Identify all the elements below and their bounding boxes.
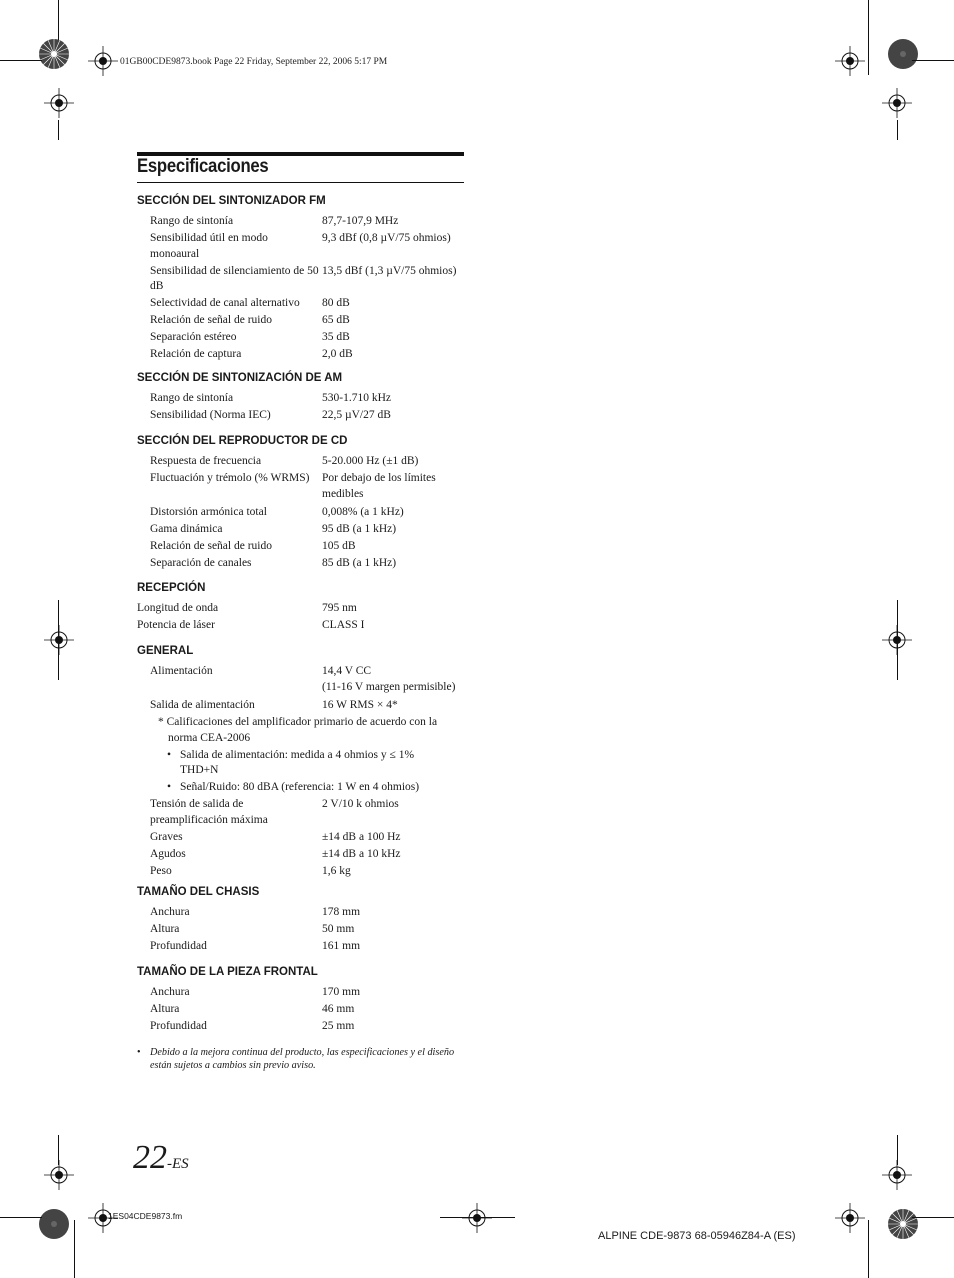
spec-sub-bullet	[167, 780, 450, 796]
crop-line	[868, 0, 869, 75]
spec-label: Profundidad	[150, 1020, 207, 1032]
spec-value: 105 dB	[322, 540, 356, 552]
section-heading: TAMAÑO DE LA PIEZA FRONTAL	[137, 966, 318, 978]
crop-line	[897, 600, 898, 680]
spec-value: 9,3 dBf (0,8 µV/75 ohmios)	[322, 232, 451, 244]
crosshair-mark	[462, 1203, 492, 1233]
spec-disclaimer-note	[137, 1046, 467, 1072]
crosshair-mark	[88, 46, 118, 76]
spec-row	[137, 313, 467, 329]
spec-label: Relación de señal de ruido	[150, 314, 272, 326]
crosshair-mark	[835, 46, 865, 76]
spec-label: Separación de canales	[150, 557, 252, 569]
spec-row	[137, 539, 467, 555]
spec-value: 46 mm	[322, 1003, 355, 1015]
registration-wheel-mark	[887, 1208, 919, 1240]
spec-label: Anchura	[150, 986, 190, 998]
crop-line	[58, 1135, 59, 1165]
spec-value: ±14 dB a 100 Hz	[322, 830, 401, 843]
spec-label: Graves	[150, 830, 183, 843]
crosshair-mark	[835, 1203, 865, 1233]
spec-sub-bullet-text: Salida de alimentación: medida a 4 ohmios y ≤ 1% THD+N	[180, 748, 415, 776]
spec-value-line: (11-16 V margen permisible)	[322, 680, 456, 693]
spec-value: 35 dB	[322, 331, 350, 343]
spec-value: 80 dB	[322, 297, 350, 309]
spec-row	[137, 830, 467, 846]
book-header-line: 01GB00CDE9873.book Page 22 Friday, September 22, 2006 5:17 PM	[120, 57, 388, 67]
spec-value: 5-20.000 Hz (±1 dB)	[322, 455, 419, 467]
section-fm-tuner	[137, 193, 467, 364]
crop-line	[58, 600, 59, 680]
section-am-tuner	[137, 370, 467, 425]
spec-label: Rango de sintonía	[150, 392, 234, 404]
spec-label: Separación estéreo	[150, 331, 237, 343]
spec-value: 0,008% (a 1 kHz)	[322, 506, 404, 518]
spec-value-line: 14,4 V CC	[322, 665, 372, 677]
page-number-suffix: -ES	[167, 1156, 189, 1172]
file-label: 1ES04CDE9873.fm	[108, 1211, 183, 1221]
spec-label: Agudos	[150, 847, 186, 860]
spec-value: 161 mm	[322, 940, 361, 952]
spec-label: Sensibilidad de silenciamiento de 50 dB	[150, 264, 319, 292]
crop-line	[0, 1217, 42, 1218]
spec-label: Sensibilidad útil en modo monoaural	[150, 232, 268, 260]
spec-row	[137, 522, 467, 538]
crop-line	[74, 1220, 75, 1278]
bullet-icon: •	[167, 781, 172, 793]
spec-row	[137, 296, 467, 312]
spec-row	[137, 264, 467, 295]
spec-label: Altura	[150, 923, 180, 935]
crop-line	[58, 0, 59, 40]
crosshair-mark	[882, 88, 912, 118]
spec-label: Longitud de onda	[137, 602, 219, 614]
spec-value: 65 dB	[322, 314, 350, 326]
spec-row	[137, 1019, 467, 1035]
spec-label: Distorsión armónica total	[150, 506, 267, 518]
spec-value: CLASS I	[322, 619, 365, 631]
spec-label: Sensibilidad (Norma IEC)	[150, 409, 271, 421]
spec-row	[137, 664, 467, 697]
spec-value: 170 mm	[322, 986, 361, 998]
spec-row	[137, 797, 467, 828]
disclaimer-text: Debido a la mejora continua del producto, las especificaciones y el diseño están sujetos a cambios sin previo aviso.	[150, 1047, 455, 1071]
spec-row	[137, 347, 467, 363]
page-title: Especificaciones	[137, 156, 269, 177]
spec-value: 2 V/10 k ohmios	[322, 798, 399, 810]
spec-value: 178 mm	[322, 906, 361, 918]
spec-row	[137, 454, 467, 470]
spec-label: Altura	[150, 1003, 180, 1015]
spec-label: Selectividad de canal alternativo	[150, 297, 300, 309]
spec-value: 85 dB (a 1 kHz)	[322, 557, 397, 569]
spec-value: 16 W RMS × 4*	[322, 699, 398, 711]
spec-row	[137, 330, 467, 346]
crop-line	[440, 1217, 515, 1218]
spec-value	[322, 664, 472, 695]
spec-value: 87,7-107,9 MHz	[322, 215, 399, 227]
spec-row	[137, 231, 467, 262]
spec-label: Relación de captura	[150, 348, 242, 360]
spec-label: Fluctuación y trémolo (% WRMS)	[150, 472, 310, 484]
spec-row	[137, 905, 467, 921]
spec-row	[137, 471, 467, 504]
spec-label: Potencia de láser	[137, 619, 215, 631]
spec-label: Relación de señal de ruido	[150, 540, 272, 552]
crop-line	[58, 120, 59, 140]
spec-row	[137, 505, 467, 521]
section-heading: GENERAL	[137, 645, 194, 657]
spec-row	[137, 214, 467, 230]
spec-label: Alimentación	[150, 665, 213, 677]
spec-value: 1,6 kg	[322, 864, 351, 877]
registration-wheel-mark	[38, 1208, 70, 1240]
spec-label: Rango de sintonía	[150, 215, 234, 227]
crop-line	[912, 60, 954, 61]
section-cd-player	[137, 433, 467, 573]
registration-wheel-mark	[887, 38, 919, 70]
page-number-value: 22	[133, 1139, 167, 1176]
spec-row	[137, 698, 467, 714]
registration-wheel-mark	[38, 38, 70, 70]
spec-value: 22,5 µV/27 dB	[322, 409, 391, 421]
spec-row	[137, 408, 467, 424]
spec-note: * Calificaciones del amplificador primario de acuerdo con la norma CEA-2006	[158, 716, 438, 744]
spec-row	[137, 939, 467, 955]
section-heading: SECCIÓN DEL SINTONIZADOR FM	[137, 195, 326, 207]
crosshair-mark	[44, 625, 74, 655]
spec-label: Anchura	[150, 906, 190, 918]
spec-row	[137, 922, 467, 938]
bullet-icon: •	[137, 1047, 141, 1058]
section-heading: RECEPCIÓN	[137, 582, 206, 594]
spec-label: Gama dinámica	[150, 523, 223, 535]
crosshair-mark	[44, 1160, 74, 1190]
section-front-panel-size	[137, 964, 467, 1036]
spec-row	[137, 556, 467, 572]
spec-row	[137, 601, 467, 617]
bullet-icon: •	[167, 748, 172, 761]
section-heading: SECCIÓN DE SINTONIZACIÓN DE AM	[137, 372, 343, 384]
crop-line	[897, 120, 898, 140]
section-chassis-size	[137, 884, 467, 956]
crop-line	[868, 1220, 869, 1278]
spec-label: Peso	[150, 864, 172, 877]
spec-value: 25 mm	[322, 1020, 355, 1032]
spec-row	[137, 391, 467, 407]
spec-row	[137, 847, 467, 863]
spec-value: ±14 dB a 10 kHz	[322, 847, 401, 860]
spec-label: Profundidad	[150, 940, 207, 952]
spec-value: 95 dB (a 1 kHz)	[322, 523, 397, 535]
spec-value: 13,5 dBf (1,3 µV/75 ohmios)	[322, 264, 457, 277]
spec-sub-bullet	[167, 748, 450, 779]
crop-line	[0, 60, 42, 61]
spec-value: 795 nm	[322, 602, 357, 614]
title-rule-bottom	[137, 182, 464, 183]
crosshair-mark	[44, 88, 74, 118]
spec-row	[137, 864, 467, 880]
model-label: ALPINE CDE-9873 68-05946Z84-A (ES)	[598, 1230, 796, 1242]
page-number	[133, 1138, 189, 1184]
section-reception	[137, 580, 467, 635]
crop-line	[897, 1135, 898, 1165]
spec-row	[137, 1002, 467, 1018]
spec-value: Por debajo de los límites medibles	[322, 472, 436, 500]
spec-row	[137, 618, 467, 634]
section-heading: TAMAÑO DEL CHASIS	[137, 886, 260, 898]
spec-row	[137, 985, 467, 1001]
spec-value: 50 mm	[322, 923, 355, 935]
crop-line	[912, 1217, 954, 1218]
spec-label: Respuesta de frecuencia	[150, 455, 262, 467]
section-general	[137, 643, 467, 881]
spec-sub-bullet-text: Señal/Ruido: 80 dBA (referencia: 1 W en 4 ohmios)	[180, 781, 420, 793]
spec-value: 530-1.710 kHz	[322, 392, 391, 404]
spec-value: 2,0 dB	[322, 348, 353, 360]
spec-label: Salida de alimentación	[150, 699, 255, 711]
spec-label: Tensión de salida de preamplificación máxima	[150, 798, 268, 826]
section-heading: SECCIÓN DEL REPRODUCTOR DE CD	[137, 435, 348, 447]
